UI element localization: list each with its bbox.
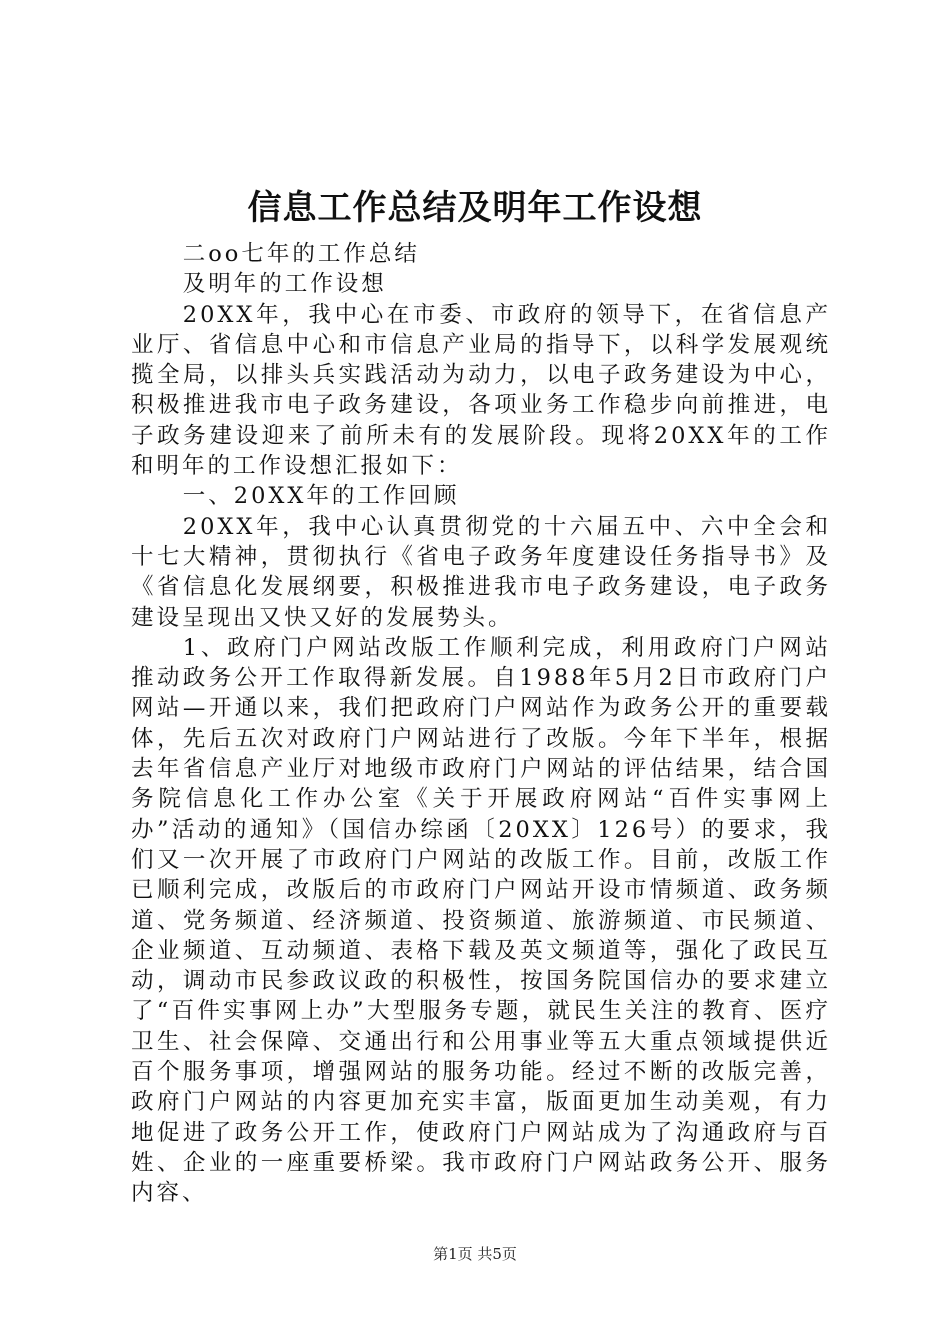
subtitle-line-2: 及明年的工作设想 — [182, 271, 387, 298]
page-footer: 第1页 共5页 — [433, 1245, 517, 1263]
section-heading: 一、20XX年的工作回顾 — [182, 483, 460, 510]
item-1-paragraph: 1、政府门户网站改版工作顺利完成，利用政府门户网站推动政务公开工作取得新发展。自1988年5月2日市政府门户网站—开通以来，我们把政府门户网站作为政务公开的重要载体，先后五次对政府门户网站进行了改版。今年下半年，根据去年省信息产业厅对地级市政府门户网站的评估结果，结合国务院信息化工作办公室《关于开展政府网站“百件实事网上办”活动的通知》（国信办综函〔20XX〕126号）的要求，我们又一次开展了市政府门户网站的改版工作。目前，改版工作已顺利完成，改版后的市政府门户网站开设市情频道、政务频道、党务频道、经济频道、投资频道、旅游频道、市民频道、企业频道、互动频道、表格下载及英文频道等，强化了政民互动，调动市民参政议政的积极性，按国务院国信办的要求建立了“百件实事网上办”大型服务专题，就民生关注的教育、医疗卫生、社会保障、交通出行和公用事业等五大重点领域提供近百个服务事项，增强网站的服务功能。经过不断的改版完善，政府门户网站的内容更加充实丰富，版面更加生动美观，有力地促进了政务公开工作，使政府门户网站成为了沟通政府与百姓、企业的一座重要桥梁。我市政府门户网站政务公开、服务内容、 — [131, 634, 831, 1207]
subtitle-line-1: 二oo七年的工作总结 — [182, 241, 420, 267]
review-paragraph: 20XX年，我中心认真贯彻党的十六届五中、六中全会和十七大精神，贯彻执行《省电子政务年度建设任务指导书》及《省信息化发展纲要，积极推进我市电子政务建设，电子政务建设呈现出又快又好的发展势头。 — [131, 513, 831, 631]
document-body — [131, 239, 831, 1209]
document-title: 信息工作总结及明年工作设想 — [247, 188, 703, 228]
intro-paragraph: 20XX年，我中心在市委、市政府的领导下，在省信息产业厅、省信息中心和市信息产业局的指导下，以科学发展观统揽全局，以排头兵实践活动为动力，以电子政务建设为中心，积极推进我市电子政务建设，各项业务工作稳步向前推进，电子政务建设迎来了前所未有的发展阶段。现将20XX年的工作和明年的工作设想汇报如下： — [131, 301, 831, 480]
